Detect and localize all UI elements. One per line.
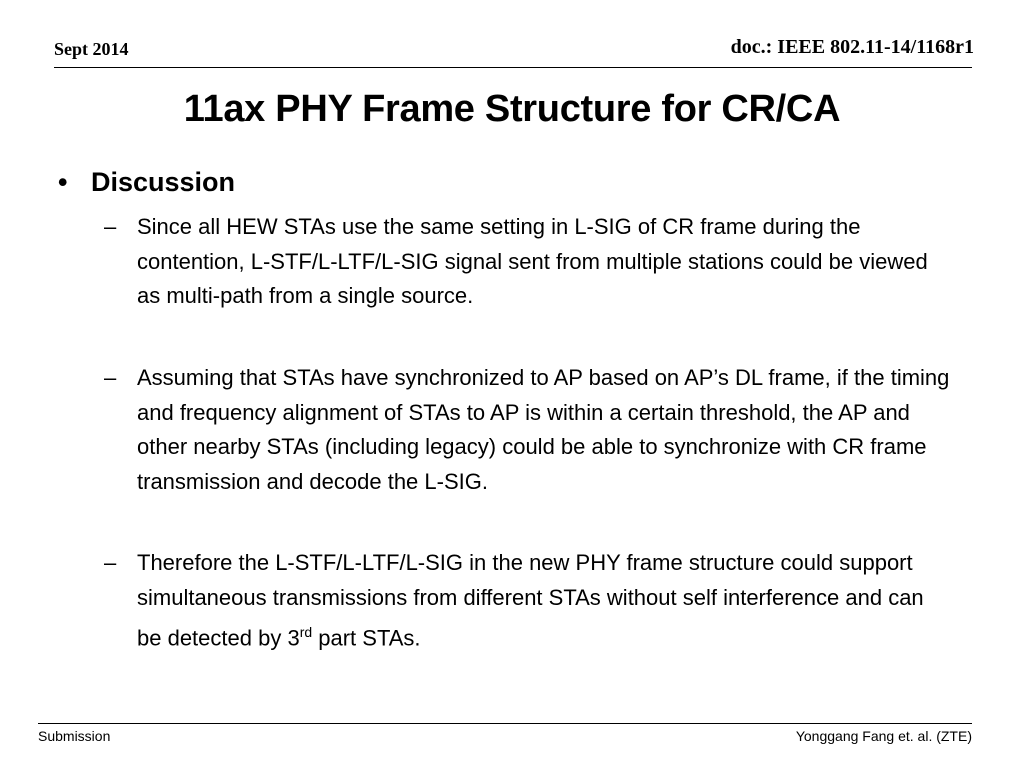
header-doc-id: doc.: IEEE 802.11-14/1168r1 [730, 36, 974, 58]
sub-bullet-text [137, 546, 954, 656]
sub-bullet-text: Assuming that STAs have synchronized to AP based on AP’s DL frame, if the timing and frequency alignment of STAs to AP is within a certain threshold, the AP and other nearby STAs (including legacy) could be able to synchronize with CR frame transmission and decode the L-SIG. [137, 365, 950, 494]
footer-authors: Yonggang Fang et. al. (ZTE) [795, 728, 972, 744]
bullet-icon: • [58, 167, 68, 197]
footer-submission: Submission [38, 728, 111, 744]
sub-bullet-text-tail: part STAs. [312, 625, 421, 651]
bullet-discussion [58, 167, 235, 198]
header-divider [54, 67, 972, 68]
dash-icon: – [104, 365, 117, 390]
ordinal-superscript: rd [299, 624, 313, 640]
sub-bullet-2 [104, 361, 954, 499]
sub-bullet-text-main: Therefore the L-STF/L-LTF/L-SIG in the new PHY frame structure could support simultaneous transmissions from different STAs without self interference and can be detected by 3 [137, 550, 924, 651]
slide-title: 11ax PHY Frame Structure for CR/CA [183, 88, 841, 130]
dash-icon: – [104, 214, 117, 239]
dash-icon: – [104, 550, 117, 575]
sub-bullet-text: Since all HEW STAs use the same setting in L-SIG of CR frame during the contention, L-STF/L-LTF/L-SIG signal sent from multiple stations could be viewed as multi-path from a single source. [137, 214, 928, 308]
header-date: Sept 2014 [54, 39, 129, 59]
footer-divider [38, 723, 972, 724]
sub-bullet-3 [104, 546, 954, 656]
bullet-label: Discussion [91, 167, 236, 197]
sub-bullet-1 [104, 210, 954, 314]
